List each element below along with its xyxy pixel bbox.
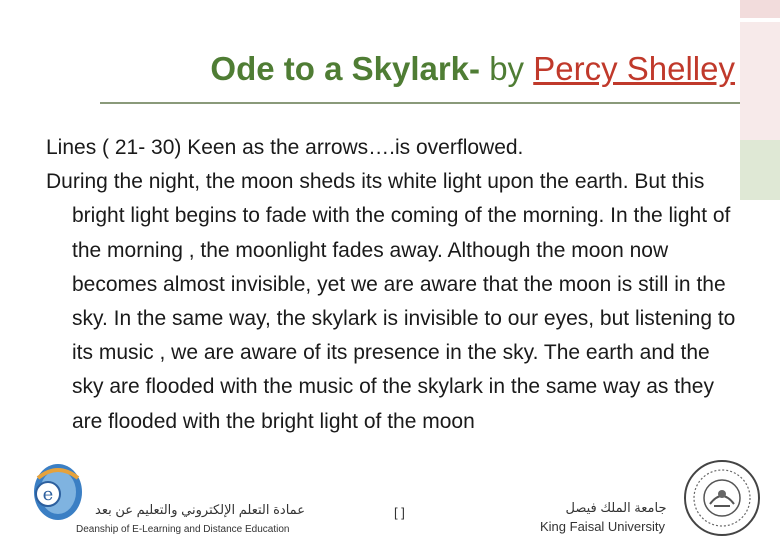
summary-paragraph: During the night, the moon sheds its white light upon the earth. But this bright light begins to fade with the coming of the morning. In the light of the morning , the moonlight fades away. Although the moon now becomes almost invisible, yet we are aware that the moon is still in the sky. In the same way, the skylark is invisible to our eyes, but listening to its music , we are aware of its presence in the sky. The earth and the sky are flooded with the music of the skylark in the same way as they are flooded with the bright light of the moon: [46, 170, 736, 433]
title-divider: [100, 102, 740, 104]
university-seal-icon: [682, 458, 762, 538]
svg-text:e: e: [42, 484, 54, 505]
slide-number-placeholder: [ ]: [394, 505, 405, 520]
title-by: by: [480, 50, 534, 87]
slide-body: [46, 131, 736, 439]
university-english-name: King Faisal University: [540, 519, 665, 534]
decorative-stripes: [740, 0, 780, 200]
elearning-logo-icon: [28, 458, 84, 528]
title-author-link[interactable]: Percy Shelley: [533, 50, 735, 87]
university-arabic-name: جامعة الملك فيصل: [565, 500, 667, 515]
title-main: Ode to a Skylark-: [210, 50, 481, 87]
deanship-english-name: Deanship of E-Learning and Distance Education: [76, 524, 290, 535]
lines-reference: Lines ( 21- 30) Keen as the arrows….is overflowed.: [46, 136, 524, 159]
slide-title: [0, 50, 735, 88]
deanship-arabic-name: عمادة التعلم الإلكتروني والتعليم عن بعد: [95, 502, 305, 517]
